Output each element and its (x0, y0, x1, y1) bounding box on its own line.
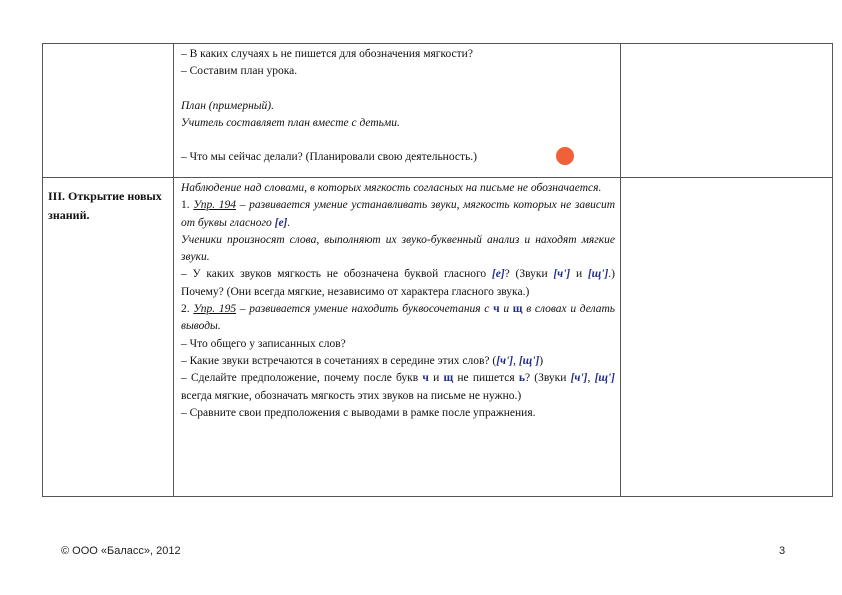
lesson-plan-table (42, 43, 833, 497)
notes-cell (621, 44, 833, 178)
exercise-2: 2. Упр. 195 – развивается умение находить буквосочетания с ч и щ в словах и делать выводы. (181, 303, 616, 333)
exercise-1: 1. Упр. 194 – развивается умение устанавливать звуки, мягкость которых не зависит от буквы гласного [е]. (181, 199, 616, 229)
plan-note: Учитель составляет план вместе с детьми. (181, 116, 400, 129)
question-line: – В каких случаях ь не пишется для обозначения мягкости? (181, 48, 473, 60)
exercise-1-label: Упр. 194 (193, 199, 237, 212)
letter-highlight: [е] (274, 216, 288, 229)
copyright-footer: © ООО «Баласс», 2012 (61, 545, 181, 557)
table-row (43, 44, 833, 178)
exercise-2-label: Упр. 195 (193, 303, 237, 316)
notes-cell (621, 178, 833, 497)
plan-heading: План (примерный). (181, 99, 275, 112)
orange-dot-marker (556, 147, 574, 165)
question-line: – Что общего у записанных слов? (181, 337, 346, 350)
pupils-activity: Ученики произносят слова, выполняют их звуко-буквенный анализ и находят мягкие звуки. (181, 233, 615, 264)
stage-cell (43, 178, 174, 497)
content-cell (174, 178, 621, 497)
observation-text: Наблюдение над словами, в которых мягкость согласных на письме не обозначается. (181, 182, 602, 194)
stage-title: III. Открытие новых знаний. (48, 189, 162, 222)
content-cell (174, 44, 621, 178)
page-number: 3 (779, 545, 786, 557)
table-row (43, 178, 833, 497)
plan-line: – Составим план урока. (181, 65, 298, 78)
question-line: – Что мы сейчас делали? (Планировали свою деятельность.) (181, 151, 477, 164)
question-line: – Сравните свои предположения с выводами в рамке после упражнения. (181, 406, 536, 419)
question-line: – У каких звуков мягкость не обозначена буквой гласного [е]? (Звуки [ч'] и [щ'].) Почему? (Они всегда мягкие, независимо от характера гласного звука.) (181, 268, 615, 298)
question-line: – Какие звуки встречаются в сочетаниях в середине этих слов? ([ч'], [щ']) (181, 354, 544, 367)
stage-cell-empty (43, 44, 174, 178)
question-line: – Сделайте предположение, почему после букв ч и щ не пишется ь? (Звуки [ч'], [щ'] всегда мягкие, обозначать мягкость этих звуков на письме не нужно.) (181, 372, 615, 402)
